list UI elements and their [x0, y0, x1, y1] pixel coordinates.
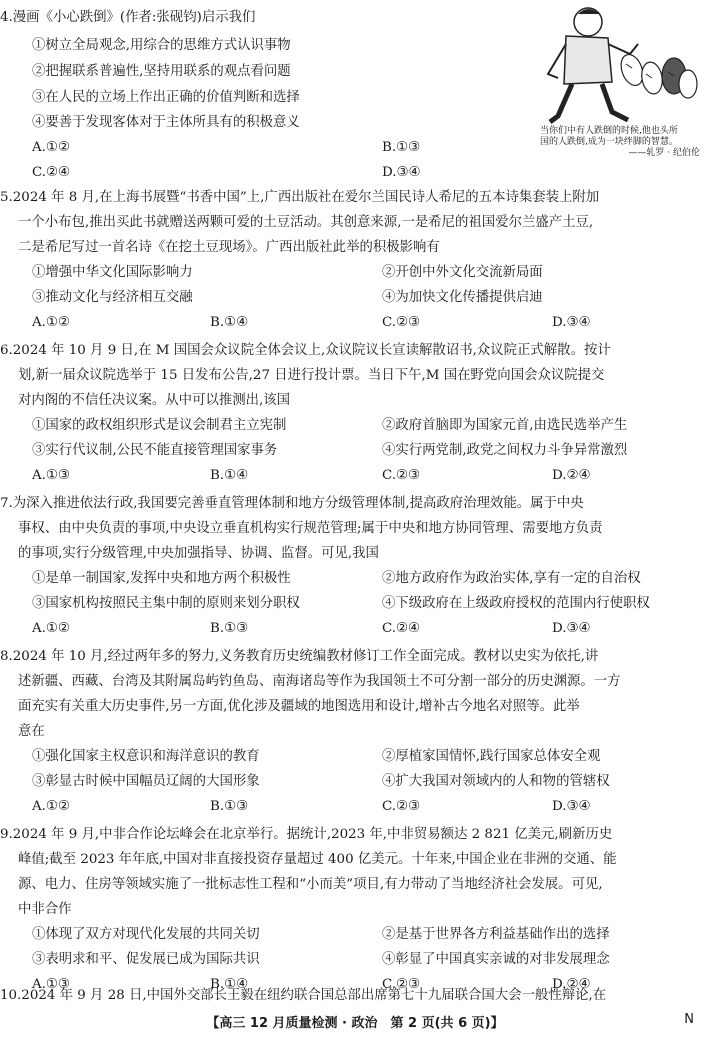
q7-option-2: ②地方政府作为政治实体,享有一定的自治权	[382, 571, 641, 586]
q7-answer-d: D.③④	[552, 621, 591, 636]
q7-stem-line3: 的事项,实行分级管理,中央加强指导、协调、监督。可见,我国	[18, 546, 379, 561]
q8-answer-b: B.①③	[210, 799, 249, 814]
q5-stem-line1: 5.2024 年 8 月,在上海书展暨“书香中国”上,广西出版社在爱尔兰国民诗人希尼的五本诗集套装上附加	[0, 190, 600, 205]
q9-stem-line4: 中非合作	[18, 902, 72, 917]
q5-answer-b: B.①④	[210, 315, 249, 330]
q7-option-3: ③国家机构按照民主集中制的原则来划分职权	[32, 596, 300, 611]
q5-stem-line3: 二是希尼写过一首名诗《在挖土豆现场》。广西出版社此举的积极影响有	[18, 240, 440, 255]
q9-stem-line1: 9.2024 年 9 月,中非合作论坛峰会在北京举行。据统计,2023 年,中非贸易额达 2 821 亿美元,刷新历史	[0, 827, 613, 842]
q6-answer-c: C.②③	[382, 468, 421, 483]
q5-option-3: ③推动文化与经济相互交融	[32, 290, 193, 305]
footer-version-letter: N	[684, 1012, 694, 1027]
q9-answer-b: B.①④	[210, 977, 249, 992]
cartoon-caption-line1: 当你们中有人跌倒的时候,他也头所	[540, 126, 678, 136]
q9-stem-line2: 峰值;截至 2023 年年底,中国对非直接投资存量超过 400 亿美元。十年来,中国企业在非洲的交通、能	[18, 852, 617, 867]
q8-answer-a: A.①②	[32, 799, 70, 814]
q6-stem-line3: 对内阁的不信任决议案。从中可以推测出,该国	[18, 393, 291, 408]
cartoon-caption-line2: 国的人跌倒,成为一块绊脚的智慧。	[540, 137, 678, 147]
q10-stem-line1-text: 10.2024 年 9 月 28 日,中国外交部长王毅在纽约联合国总部出席第七十九届联合国大会一般性辩论,在	[0, 988, 607, 1003]
q7-answer-b: B.①③	[210, 621, 249, 636]
q7-answer-a: A.①②	[32, 621, 70, 636]
q9-option-1: ①体现了双方对现代化发展的共同关切	[32, 927, 260, 942]
q4-option-1: ①树立全局观念,用综合的思维方式认识事物	[32, 38, 291, 53]
q5-option-4: ④为加快文化传播提供启迪	[382, 290, 543, 305]
q8-option-4: ④扩大我国对领域内的人和物的管辖权	[382, 774, 610, 789]
q8-stem-line3: 面充实有关重大历史事件,另一方面,优化涉及疆域的地图选用和设计,增补古今地名对照等。此举	[18, 699, 580, 714]
q7-stem-line1: 7.为深入推进依法行政,我国要完善垂直管理体制和地方分级管理体制,提高政府治理效能。属于中央	[0, 496, 584, 511]
q6-stem-line1: 6.2024 年 10 月 9 日,在 M 国国会众议院全体会议上,众议院议长宣读解散诏书,众议院正式解散。按计	[0, 343, 611, 358]
q9-stem-line3: 源、电力、住房等领域实施了一批标志性工程和“小而美”项目,有力带动了当地经济社会发展。可见,	[18, 877, 603, 892]
q9-option-2: ②是基于世界各方利益基础作出的选择	[382, 927, 610, 942]
q5-option-1: ①增强中华文化国际影响力	[32, 265, 193, 280]
q8-option-1: ①强化国家主权意识和海洋意识的教育	[32, 749, 260, 764]
q4-stem: 4.漫画《小心跌倒》(作者:张砚钧)启示我们	[0, 10, 256, 25]
q8-stem-line2: 述新疆、西藏、台湾及其附属岛屿钓鱼岛、南海诸岛等作为我国领土不可分割一部分的历史渊源。一方	[18, 674, 621, 689]
q7-stem-line2: 事权、由中央负责的事项,中央设立垂直机构实行规范管理;属于中央和地方协同管理、需要地方负责	[18, 521, 603, 536]
cartoon-caption	[540, 126, 700, 159]
q4-option-4: ④要善于发现客体对于主体所具有的积极意义	[32, 115, 300, 130]
q9-answer-c: C.②③	[382, 977, 421, 992]
q6-answer-d: D.②④	[552, 468, 591, 483]
q7-answer-c: C.②④	[382, 621, 421, 636]
q10-stem-line1	[0, 986, 606, 1006]
q5-stem-line2: 一个小布包,推出买此书就赠送两颗可爱的土豆活动。其创意来源,一是希尼的祖国爱尔兰盛产土豆,	[18, 215, 594, 230]
q9-answer-d: D.②④	[552, 977, 591, 992]
q7-option-4: ④下级政府在上级政府授权的范围内行使职权	[382, 596, 650, 611]
q4-option-2: ②把握联系普遍性,坚持用联系的观点看问题	[32, 64, 291, 79]
q7-option-1: ①是单一制国家,发挥中央和地方两个积极性	[32, 571, 291, 586]
q8-answer-c: C.②③	[382, 799, 421, 814]
q8-stem-line1: 8.2024 年 10 月,经过两年多的努力,义务教育历史统编教材修订工作全面完成。教材以史实为依托,讲	[0, 649, 599, 664]
q6-answer-a: A.①③	[32, 468, 70, 483]
page-footer: 【高三 12 月质量检测 · 政治 第 2 页(共 6 页)】	[206, 1016, 504, 1031]
q4-answer-d: D.③④	[382, 165, 421, 180]
cartoon-caption-author: ——轧罗 · 纪伯伦	[628, 148, 700, 158]
q4-answer-b: B.①③	[382, 140, 421, 155]
q6-option-2: ②政府首脑即为国家元首,由选民选举产生	[382, 418, 628, 433]
q8-stem-line4: 意在	[18, 724, 45, 739]
q8-option-2: ②厚植家国情怀,践行国家总体安全观	[382, 749, 601, 764]
q9-option-3: ③表明求和平、促发展已成为国际共识	[32, 952, 260, 967]
q4-answer-a: A.①②	[32, 140, 70, 155]
q6-answer-b: B.①④	[210, 468, 249, 483]
q8-answer-d: D.③④	[552, 799, 591, 814]
q5-answer-d: D.③④	[552, 315, 591, 330]
q8-option-3: ③彰显古时候中国幅员辽阔的大国形象	[32, 774, 260, 789]
q6-option-4: ④实行两党制,政党之间权力斗争异常激烈	[382, 443, 628, 458]
q6-option-1: ①国家的政权组织形式是议会制君主立宪制	[32, 418, 287, 433]
q9-answer-a: A.①③	[32, 977, 70, 992]
q9-option-4: ④彰显了中国真实亲诚的对非发展理念	[382, 952, 610, 967]
q5-answer-a: A.①②	[32, 315, 70, 330]
q4-option-3: ③在人民的立场上作出正确的价值判断和选择	[32, 90, 300, 105]
q4-answer-c: C.②④	[32, 165, 71, 180]
q5-option-2: ②开创中外文化交流新局面	[382, 265, 543, 280]
q6-option-3: ③实行代议制,公民不能直接管理国家事务	[32, 443, 278, 458]
q6-stem-line2: 划,新一届众议院选举于 15 日发布公告,27 日进行投计票。当日下午,M 国在野党向国会众议院提交	[18, 368, 605, 383]
q5-answer-c: C.②③	[382, 315, 421, 330]
